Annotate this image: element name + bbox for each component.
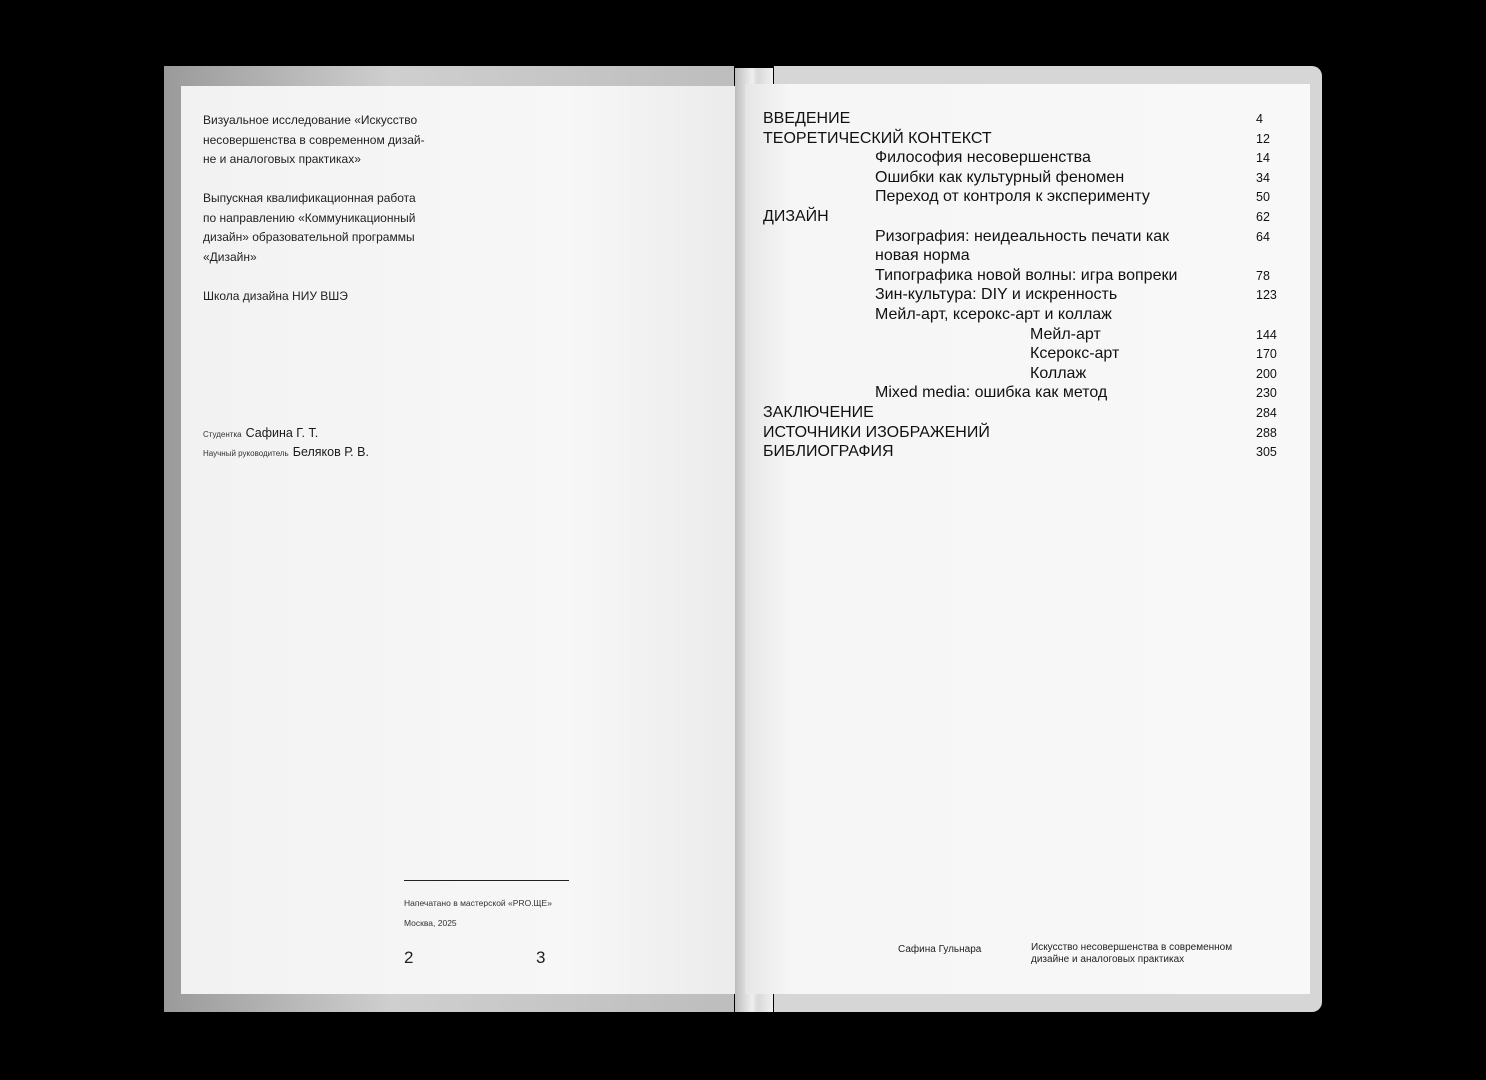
toc-entry-page: 12 (1256, 131, 1270, 146)
toc-entry (763, 384, 1283, 404)
toc-entry (763, 247, 1283, 267)
toc-entry-page: 230 (1256, 386, 1277, 401)
toc-entry-title: Мейл-арт (1030, 325, 1101, 343)
toc-entry-page: 62 (1256, 210, 1270, 224)
toc-entry (763, 228, 1283, 248)
work-block (203, 189, 416, 267)
toc-entry (763, 149, 1283, 169)
toc-entry-title: Ризография: неидеальность печати как (875, 227, 1170, 245)
toc-entry (763, 208, 1283, 228)
toc-entry (763, 365, 1283, 385)
toc-entry-page: 78 (1256, 268, 1270, 283)
toc-entry-title: Мейл-арт, ксерокс-арт и коллаж (875, 306, 1112, 323)
toc-entry-title: Коллаж (1030, 364, 1087, 382)
toc-entry-page: 288 (1256, 425, 1277, 440)
printed-at: Напечатано в мастерской «PRO.ЩЕ» (404, 898, 552, 908)
title-block (203, 111, 425, 170)
toc-entry-title: Типографика новой волны: игра вопреки (875, 266, 1178, 284)
footer-author: Сафина Гульнара (898, 944, 982, 955)
toc-entry-title: ТЕОРЕТИЧЕСКИЙ КОНТЕКСТ (763, 129, 992, 147)
toc-entry-page: 34 (1256, 170, 1270, 185)
toc-entry (763, 404, 1283, 424)
toc-entry-title: ДИЗАЙН (763, 208, 829, 225)
toc-entry-title: БИБЛИОГРАФИЯ (763, 443, 894, 461)
student-line (203, 426, 318, 440)
toc-entry (763, 286, 1283, 306)
toc-entry-page: 305 (1256, 445, 1277, 460)
toc-entry-page: 200 (1256, 366, 1277, 381)
toc-entry-page: 64 (1256, 229, 1270, 244)
toc-entry (763, 130, 1283, 150)
student-label: Студентка (203, 430, 242, 439)
page-number-2: 2 (404, 948, 414, 967)
toc-entry (763, 169, 1283, 189)
page-number-3: 3 (536, 948, 546, 967)
toc-entry-page: 170 (1256, 347, 1277, 362)
toc-entry (763, 267, 1283, 287)
toc-entry-title: ВВЕДЕНИЕ (763, 110, 851, 127)
title-text: Визуальное исследование «Искусство несовершенства в современном дизай- не и аналоговых практиках» (203, 113, 425, 166)
work-description: Выпускная квалификационная работа по направлению «Коммуникационный дизайн» образовательной программы «Дизайн» (203, 191, 416, 264)
footer-title-line-2: дизайне и аналоговых практиках (1031, 954, 1185, 965)
footer-title-line-1: Искусство несовершенства в современном (1031, 942, 1233, 953)
toc-entry-page: 144 (1256, 327, 1277, 342)
toc-entry-title: Ошибки как культурный феномен (875, 168, 1125, 186)
toc-entry (763, 345, 1283, 365)
student-name: Сафина Г. Т. (245, 426, 319, 440)
toc-entry-title: Ксерокс-арт (1030, 345, 1120, 363)
toc-entry (763, 188, 1283, 208)
toc-entry-title: Mixed media: ошибка как метод (875, 384, 1108, 402)
toc-entry-title: Зин-культура: DIY и искренность (875, 286, 1118, 304)
advisor-label: Научный руководитель (203, 449, 289, 458)
toc-entry-page: 14 (1256, 151, 1270, 166)
toc-entry (763, 326, 1283, 346)
toc-entry-page: 4 (1256, 112, 1263, 126)
toc-entry-title: новая норма (875, 247, 970, 265)
toc-entry (763, 110, 1283, 130)
toc-entry-page: 284 (1256, 406, 1277, 420)
toc-entry-title: ЗАКЛЮЧЕНИЕ (763, 404, 874, 421)
toc-entry-title: Переход от контроля к эксперименту (875, 188, 1150, 206)
toc-entry (763, 443, 1283, 463)
advisor-name: Беляков Р. В. (292, 445, 369, 459)
footer-book-title (1031, 942, 1232, 966)
toc-entry (763, 424, 1283, 444)
toc-entry (763, 306, 1283, 326)
toc-entry-page: 123 (1256, 288, 1277, 303)
imprint-divider (404, 880, 569, 881)
toc-entry-title: ИСТОЧНИКИ ИЗОБРАЖЕНИЙ (763, 423, 990, 441)
city-year: Москва, 2025 (404, 918, 457, 928)
toc-entry-title: Философия несовершенства (875, 149, 1091, 167)
toc-entry-page: 50 (1256, 190, 1270, 205)
advisor-line (203, 445, 369, 459)
school-name: Школа дизайна НИУ ВШЭ (203, 289, 348, 303)
